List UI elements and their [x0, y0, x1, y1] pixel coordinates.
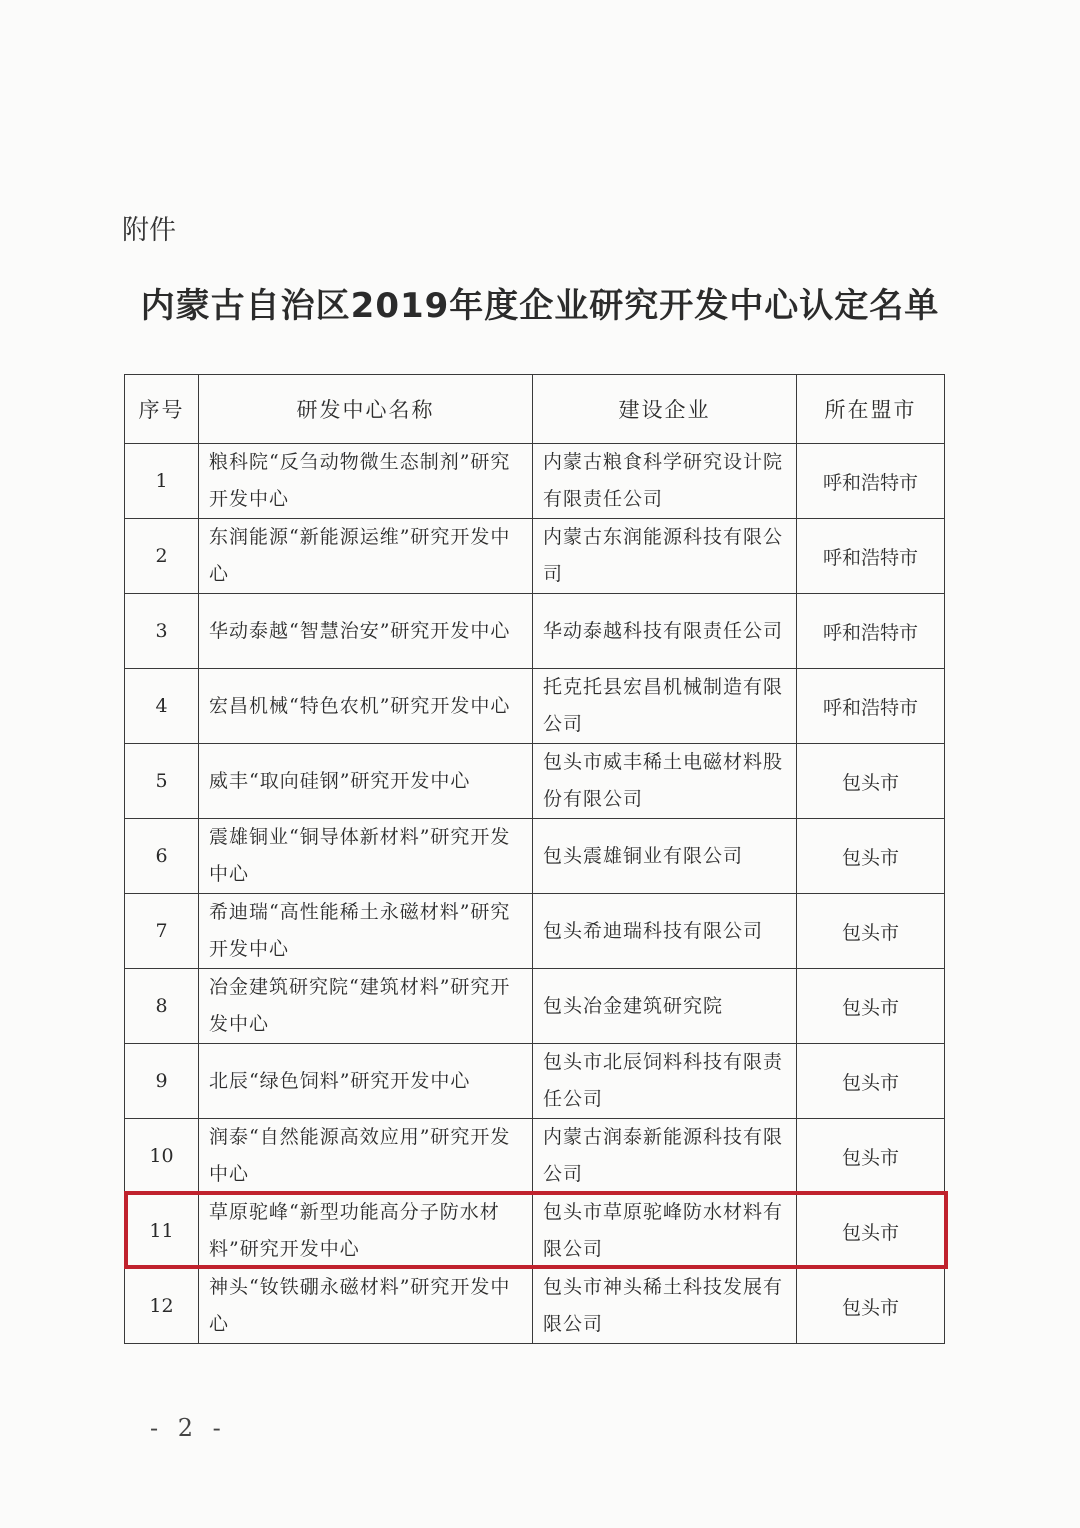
header-company: 建设企业 — [533, 375, 797, 444]
row-company: 内蒙古润泰新能源科技有限公司 — [533, 1119, 797, 1194]
table-row — [125, 969, 945, 1044]
row-company: 包头市草原驼峰防水材料有限公司 — [533, 1194, 797, 1269]
row-city: 包头市 — [797, 1269, 945, 1344]
table-row — [125, 594, 945, 669]
table-row — [125, 519, 945, 594]
row-index: 12 — [125, 1269, 199, 1344]
row-city: 包头市 — [797, 1119, 945, 1194]
header-index: 序号 — [125, 375, 199, 444]
row-company: 华动泰越科技有限责任公司 — [533, 594, 797, 669]
row-index: 11 — [125, 1194, 199, 1269]
row-city: 包头市 — [797, 819, 945, 894]
row-center-name: 草原驼峰“新型功能高分子防水材料”研究开发中心 — [199, 1194, 533, 1269]
header-center-name: 研发中心名称 — [199, 375, 533, 444]
row-company: 包头希迪瑞科技有限公司 — [533, 894, 797, 969]
row-center-name: 北辰“绿色饲料”研究开发中心 — [199, 1044, 533, 1119]
row-city: 包头市 — [797, 744, 945, 819]
row-index: 10 — [125, 1119, 199, 1194]
row-center-name: 粮科院“反刍动物微生态制剂”研究开发中心 — [199, 444, 533, 519]
row-center-name: 润泰“自然能源高效应用”研究开发中心 — [199, 1119, 533, 1194]
row-index: 2 — [125, 519, 199, 594]
row-index: 8 — [125, 969, 199, 1044]
row-center-name: 宏昌机械“特色农机”研究开发中心 — [199, 669, 533, 744]
row-index: 7 — [125, 894, 199, 969]
row-index: 9 — [125, 1044, 199, 1119]
table-row-highlighted — [125, 1194, 945, 1269]
row-index: 1 — [125, 444, 199, 519]
row-company: 包头市北辰饲料科技有限责任公司 — [533, 1044, 797, 1119]
row-company: 内蒙古东润能源科技有限公司 — [533, 519, 797, 594]
row-center-name: 神头“钕铁硼永磁材料”研究开发中心 — [199, 1269, 533, 1344]
table-header-row — [125, 375, 945, 444]
table-row — [125, 1119, 945, 1194]
table-row — [125, 1044, 945, 1119]
row-company: 包头市威丰稀土电磁材料股份有限公司 — [533, 744, 797, 819]
row-company: 包头市神头稀土科技发展有限公司 — [533, 1269, 797, 1344]
attachment-label: 附件 — [122, 215, 176, 246]
table-row — [125, 744, 945, 819]
row-city: 呼和浩特市 — [797, 669, 945, 744]
recognition-list-table — [124, 374, 945, 1344]
row-center-name: 冶金建筑研究院“建筑材料”研究开发中心 — [199, 969, 533, 1044]
row-city: 包头市 — [797, 894, 945, 969]
header-city: 所在盟市 — [797, 375, 945, 444]
row-index: 5 — [125, 744, 199, 819]
table-row — [125, 669, 945, 744]
table-row — [125, 819, 945, 894]
row-index: 3 — [125, 594, 199, 669]
table-row — [125, 894, 945, 969]
row-index: 6 — [125, 819, 199, 894]
row-center-name: 希迪瑞“高性能稀土永磁材料”研究开发中心 — [199, 894, 533, 969]
row-index: 4 — [125, 669, 199, 744]
row-center-name: 震雄铜业“铜导体新材料”研究开发中心 — [199, 819, 533, 894]
page-number: - 2 - — [150, 1414, 227, 1442]
row-city: 呼和浩特市 — [797, 519, 945, 594]
row-company: 托克托县宏昌机械制造有限公司 — [533, 669, 797, 744]
row-city: 包头市 — [797, 1044, 945, 1119]
row-company: 包头冶金建筑研究院 — [533, 969, 797, 1044]
row-center-name: 东润能源“新能源运维”研究开发中心 — [199, 519, 533, 594]
table-row — [125, 444, 945, 519]
document-title: 内蒙古自治区2019年度企业研究开发中心认定名单 — [140, 286, 940, 326]
row-city: 包头市 — [797, 969, 945, 1044]
table-row — [125, 1269, 945, 1344]
row-company: 内蒙古粮食科学研究设计院有限责任公司 — [533, 444, 797, 519]
row-center-name: 华动泰越“智慧治安”研究开发中心 — [199, 594, 533, 669]
row-city: 呼和浩特市 — [797, 594, 945, 669]
row-city: 呼和浩特市 — [797, 444, 945, 519]
row-city: 包头市 — [797, 1194, 945, 1269]
row-company: 包头震雄铜业有限公司 — [533, 819, 797, 894]
row-center-name: 威丰“取向硅钢”研究开发中心 — [199, 744, 533, 819]
